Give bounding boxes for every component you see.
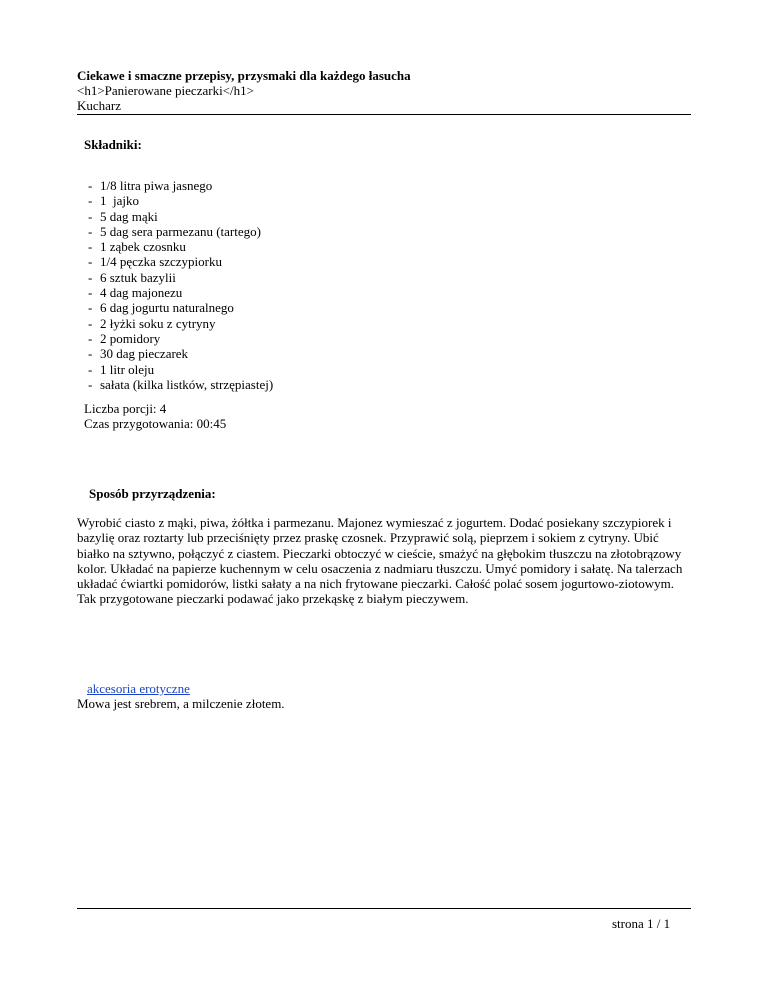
- method-text: Wyrobić ciasto z mąki, piwa, żółtka i parmezanu. Majonez wymieszać z jogurtem. Dodać posiekany szczypiorek i bazylię oraz roztarty lub przeciśnięty przez praskę czosnek. Przyprawić solą, pieprzem i sokiem z cytryny. Ubić białko na sztywno, połączyć z ciastem. Pieczarki obtoczyć w cieście, smażyć na głębokim tłuszczu na złotobrązowy kolor. Układać na papierze kuchennym w celu osaczenia z nadmiaru tłuszczu. Umyć pomidory i sałatę. Na talerzach układać ćwiartki pomidorów, listki sałaty a na nich frytowane pieczarki. Całość polać sosem jogurtowo-ziotowym. Tak przygotowane pieczarki podawać jako przekąskę z białym pieczywem.: [77, 515, 683, 607]
- ingredients-heading: Składniki:: [84, 137, 142, 152]
- ad-link[interactable]: akcesoria erotyczne: [87, 681, 190, 696]
- ingredient-item: [88, 209, 273, 224]
- list-bullet: -: [88, 285, 93, 301]
- ingredients-list: [88, 178, 273, 392]
- servings: Liczba porcji: 4: [84, 401, 167, 416]
- ingredient-text: sałata (kilka listków, strzępiastej): [100, 376, 274, 392]
- ingredient-text: 1 jajko: [100, 193, 139, 209]
- ingredient-text: 5 dag sera parmezanu (tartego): [100, 223, 261, 239]
- ingredient-item: [88, 316, 273, 331]
- header-divider: [77, 114, 691, 115]
- list-bullet: -: [88, 376, 93, 392]
- author-name: Kucharz: [77, 98, 122, 113]
- ingredient-text: 2 pomidory: [100, 330, 161, 346]
- list-bullet: -: [88, 193, 93, 209]
- list-bullet: -: [88, 178, 93, 193]
- ingredient-text: 4 dag majonezu: [100, 285, 183, 301]
- ingredient-text: 5 dag mąki: [100, 208, 158, 224]
- ingredient-item: [88, 193, 273, 208]
- list-bullet: -: [88, 361, 93, 377]
- list-bullet: -: [88, 315, 93, 331]
- list-bullet: -: [88, 208, 93, 224]
- ingredient-text: 30 dag pieczarek: [100, 346, 189, 362]
- ingredient-text: 1/4 pęczka szczypiorku: [100, 254, 223, 270]
- list-bullet: -: [88, 223, 93, 239]
- page-number: strona 1 / 1: [612, 916, 671, 931]
- list-bullet: -: [88, 239, 93, 255]
- method-heading: Sposób przyrządzenia:: [89, 486, 216, 501]
- list-bullet: -: [88, 300, 93, 316]
- ingredient-text: 6 sztuk bazylii: [100, 269, 176, 285]
- ingredient-item: [88, 178, 273, 193]
- list-bullet: -: [88, 330, 93, 346]
- ingredient-item: [88, 270, 273, 285]
- ingredient-item: [88, 377, 273, 392]
- ingredient-text: 1 ząbek czosnku: [100, 239, 186, 255]
- list-bullet: -: [88, 269, 93, 285]
- recipe-title: <h1>Panierowane pieczarki</h1>: [77, 83, 254, 98]
- prep-time: Czas przygotowania: 00:45: [84, 416, 227, 432]
- site-title: Ciekawe i smaczne przepisy, przysmaki dla każdego łasucha: [77, 68, 411, 83]
- ingredient-item: [88, 300, 273, 315]
- ingredient-text: 2 łyżki soku z cytryny: [100, 315, 216, 331]
- ingredient-item: [88, 285, 273, 300]
- recipe-meta: [84, 401, 226, 432]
- ingredient-text: 1/8 litra piwa jasnego: [100, 178, 213, 193]
- ingredient-text: 6 dag jogurtu naturalnego: [100, 300, 234, 316]
- footer-divider: [77, 908, 691, 909]
- ingredient-item: [88, 254, 273, 269]
- ingredient-item: [88, 346, 273, 361]
- ingredient-item: [88, 331, 273, 346]
- ingredient-item: [88, 239, 273, 254]
- list-bullet: -: [88, 254, 93, 270]
- ingredient-item: [88, 224, 273, 239]
- footer-quote: Mowa jest srebrem, a milczenie złotem.: [77, 696, 285, 711]
- ingredient-text: 1 litr oleju: [100, 361, 155, 377]
- ingredient-item: [88, 362, 273, 377]
- list-bullet: -: [88, 346, 93, 362]
